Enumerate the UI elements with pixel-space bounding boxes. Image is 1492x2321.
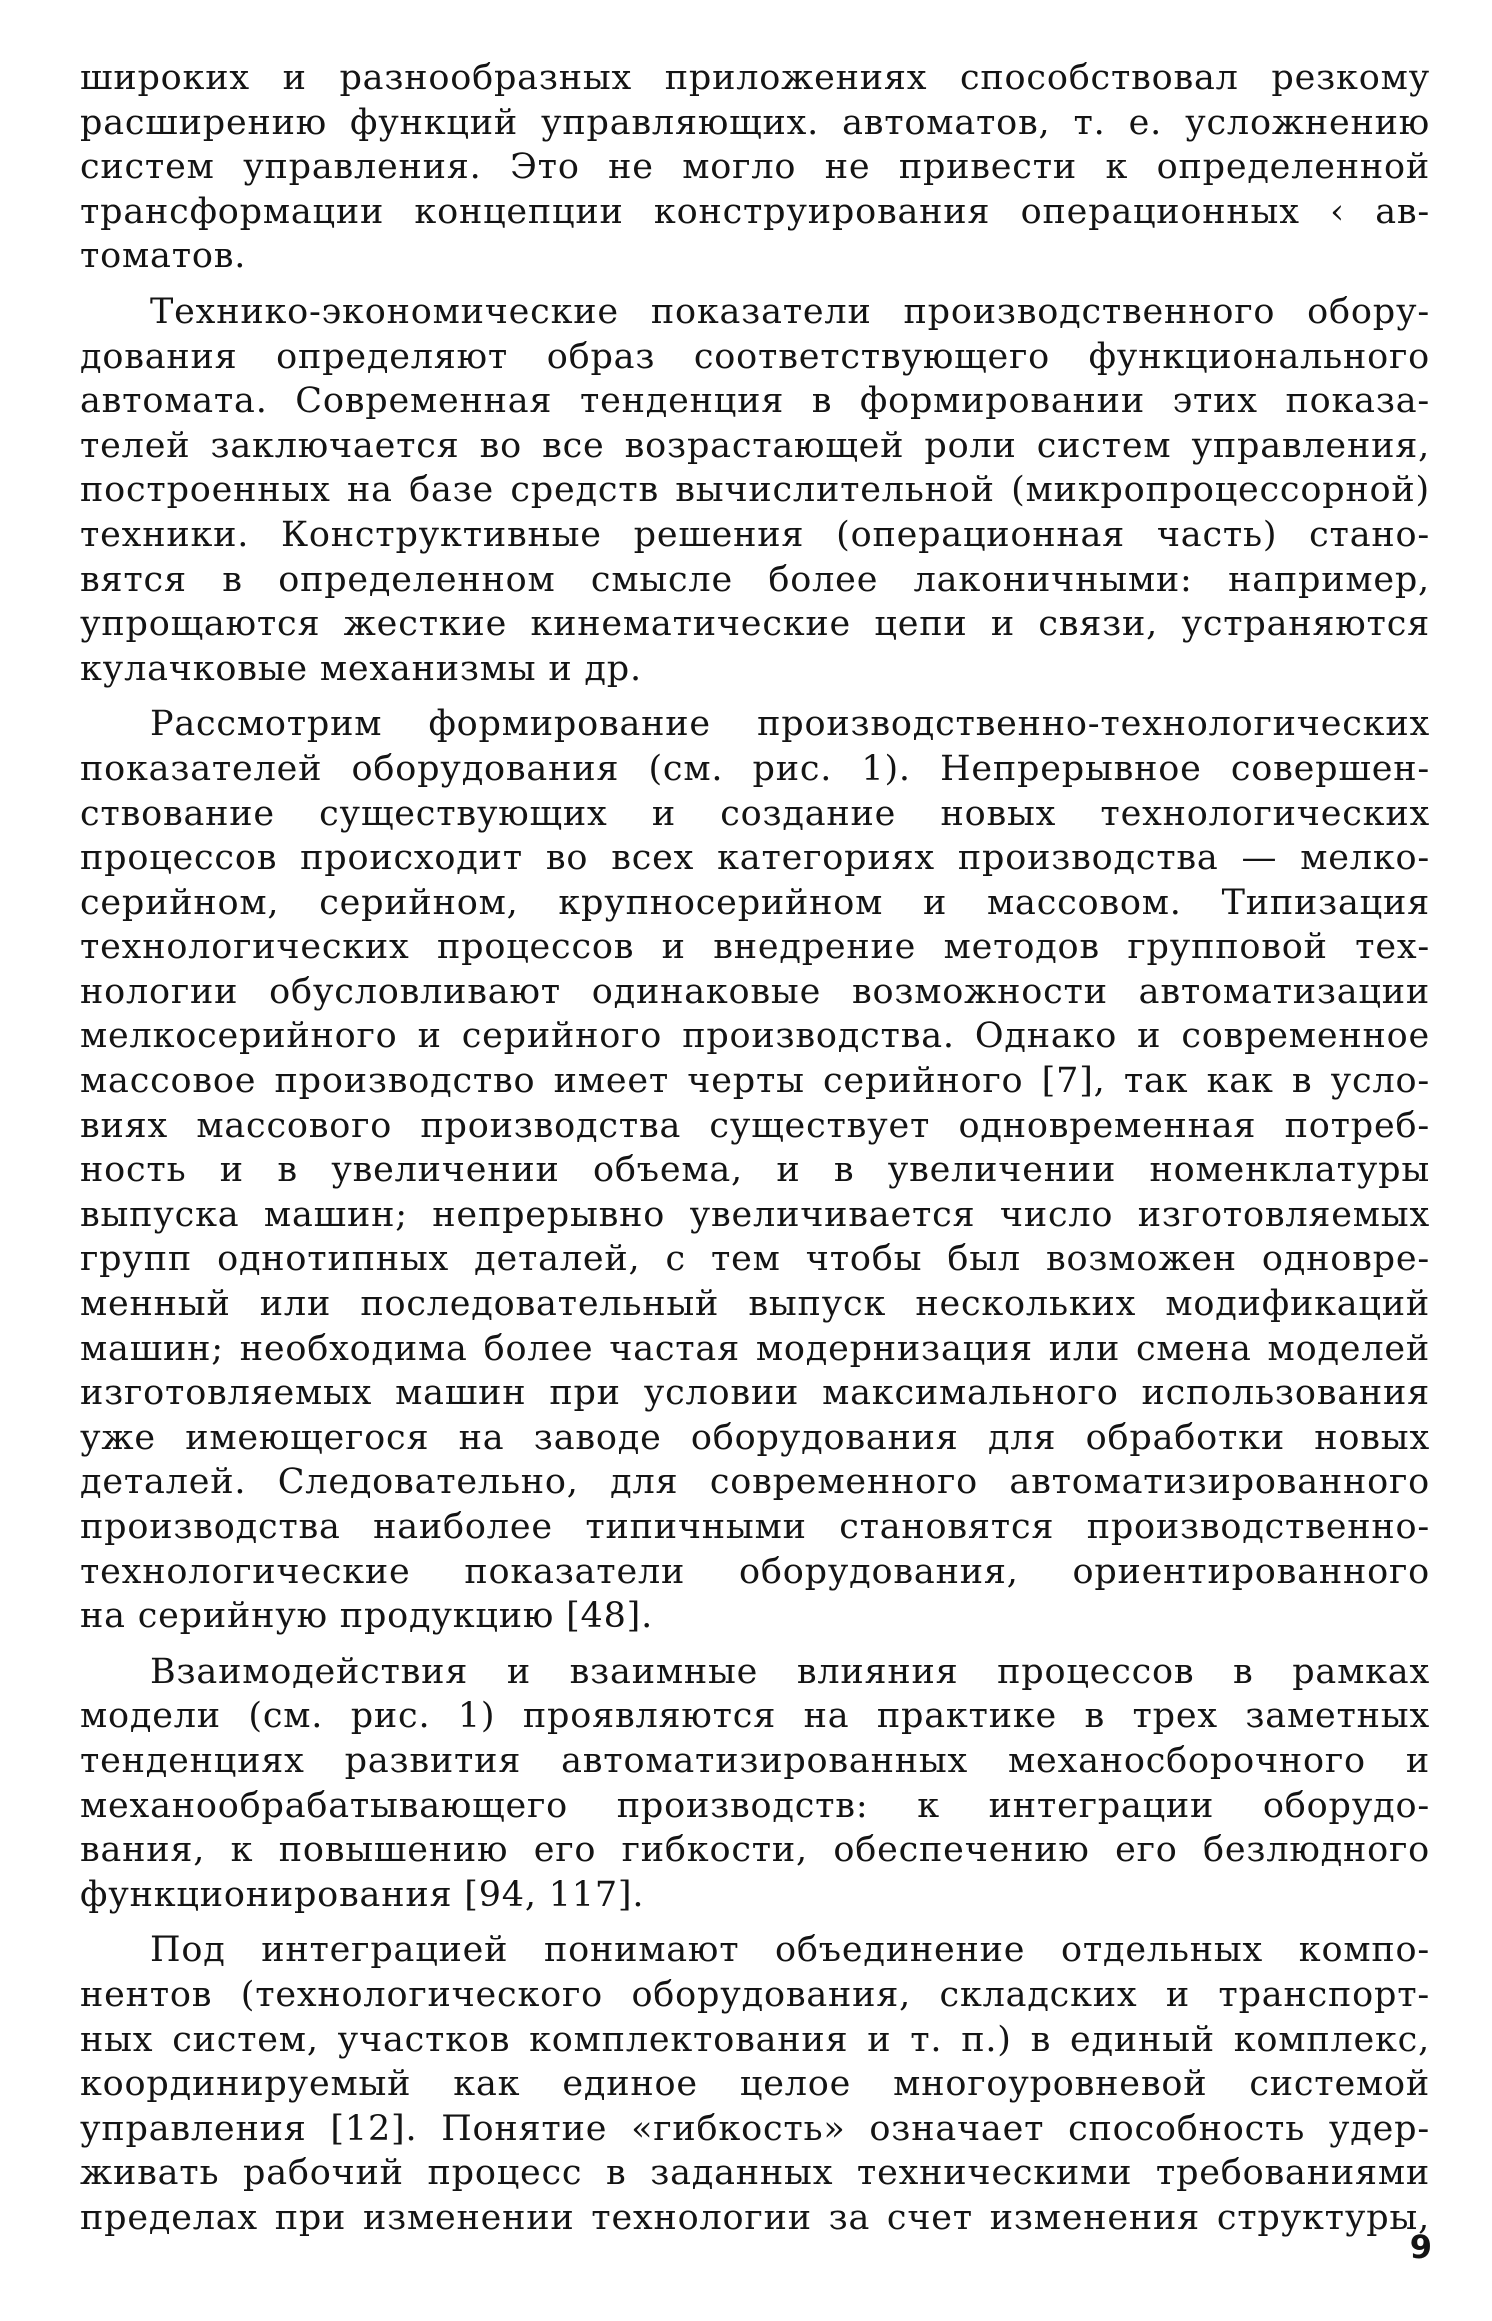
text-line: на серийную продукцию [48].: [80, 1596, 654, 1637]
text-line: технологические показатели оборудования, ориентированного: [80, 1551, 1430, 1592]
text-line: технологических процессов и внедрение методов групповой тех-: [80, 927, 1430, 968]
text-line: групп однотипных деталей, с тем чтобы был возможен одновре-: [80, 1239, 1430, 1280]
text-line: серийном, серийном, крупносерийном и массовом. Типизация: [80, 882, 1430, 923]
text-line: Под интеграцией понимают объединение отдельных компо-: [150, 1930, 1430, 1971]
paragraph-1: [80, 56, 1430, 279]
text-line: функционирования [94, 117].: [80, 1874, 645, 1915]
paragraph-4: [80, 1650, 1430, 1918]
paragraph-2: [80, 290, 1430, 691]
text-line: построенных на базе средств вычислительной (микропроцессорной): [80, 470, 1430, 511]
text-line: пределах при изменении технологии за счет изменения структуры,: [80, 2197, 1430, 2238]
paragraph-3: [80, 702, 1430, 1638]
text-line: изготовляемых машин при условии максимального использования: [80, 1373, 1430, 1414]
text-line: дования определяют образ соответствующего функционального: [80, 336, 1430, 377]
text-line: мелкосерийного и серийного производства. Однако и современное: [80, 1016, 1430, 1057]
text-line: Рассмотрим формирование производственно-технологических: [150, 704, 1430, 745]
text-line: механообрабатывающего производств: к интеграции оборудо-: [80, 1785, 1430, 1826]
text-line: автомата. Современная тенденция в формировании этих показа-: [80, 381, 1430, 422]
text-line: виях массового производства существует одновременная потреб-: [80, 1105, 1430, 1146]
text-line: машин; необходима более частая модернизация или смена моделей: [80, 1328, 1430, 1369]
text-line: Технико-экономические показатели производственного обору-: [150, 291, 1430, 332]
text-line: массовое производство имеет черты серийного [7], так как в усло-: [80, 1061, 1430, 1102]
text-line: кулачковые механизмы и др.: [80, 648, 642, 689]
text-line: Взаимодействия и взаимные влияния процессов в рамках: [150, 1651, 1430, 1692]
text-line: томатов.: [80, 236, 247, 277]
text-line: выпуска машин; непрерывно увеличивается число изготовляемых: [80, 1194, 1430, 1235]
paragraph-5: [80, 1928, 1430, 2240]
text-line: телей заключается во все возрастающей роли систем управления,: [80, 425, 1430, 466]
text-line: ствование существующих и создание новых технологических: [80, 793, 1430, 834]
text-line: ность и в увеличении объема, и в увеличении номенклатуры: [80, 1150, 1430, 1191]
text-line: трансформации концепции конструирования операционных ‹ ав-: [80, 191, 1430, 232]
text-line: производства наиболее типичными становятся производственно-: [80, 1507, 1430, 1547]
text-line: тенденциях развития автоматизированных механосборочного и: [80, 1740, 1430, 1781]
text-line: техники. Конструктивные решения (операционная часть) стано-: [80, 514, 1430, 555]
text-line: живать рабочий процесс в заданных техническими требованиями: [80, 2153, 1430, 2194]
text-line: расширению функций управляющих. автоматов, т. е. усложнению: [80, 102, 1430, 143]
text-line: ных систем, участков комплектования и т. п.) в единый комплекс,: [80, 2019, 1430, 2060]
text-line: модели (см. рис. 1) проявляются на практике в трех заметных: [80, 1696, 1430, 1737]
text-line: координируемый как единое целое многоуровневой системой: [80, 2064, 1430, 2105]
text-line: управления [12]. Понятие «гибкость» означает способность удер-: [80, 2108, 1430, 2149]
text-line: вятся в определенном смысле более лаконичными: например,: [80, 559, 1430, 600]
text-line: уже имеющегося на заводе оборудования для обработки новых: [80, 1417, 1430, 1458]
text-line: менный или последовательный выпуск нескольких модификаций: [80, 1284, 1430, 1325]
text-line: показателей оборудования (см. рис. 1). Непрерывное совершен-: [80, 748, 1430, 789]
text-line: упрощаются жесткие кинематические цепи и связи, устраняются: [80, 604, 1430, 645]
text-line: нологии обусловливают одинаковые возможности автоматизации: [80, 971, 1430, 1012]
text-line: нентов (технологического оборудования, складских и транспорт-: [80, 1974, 1430, 2015]
text-line: деталей. Следовательно, для современного автоматизированного: [80, 1462, 1430, 1503]
page-number: 9: [1409, 2228, 1432, 2266]
text-line: систем управления. Это не могло не привести к определенной: [80, 147, 1430, 188]
text-line: процессов происходит во всех категориях производства — мелко-: [80, 838, 1430, 879]
text-line: широких и разнообразных приложениях способствовал резкому: [80, 58, 1430, 98]
body-text: [80, 56, 1430, 2241]
text-line: вания, к повышению его гибкости, обеспечению его безлюдного: [80, 1830, 1430, 1871]
